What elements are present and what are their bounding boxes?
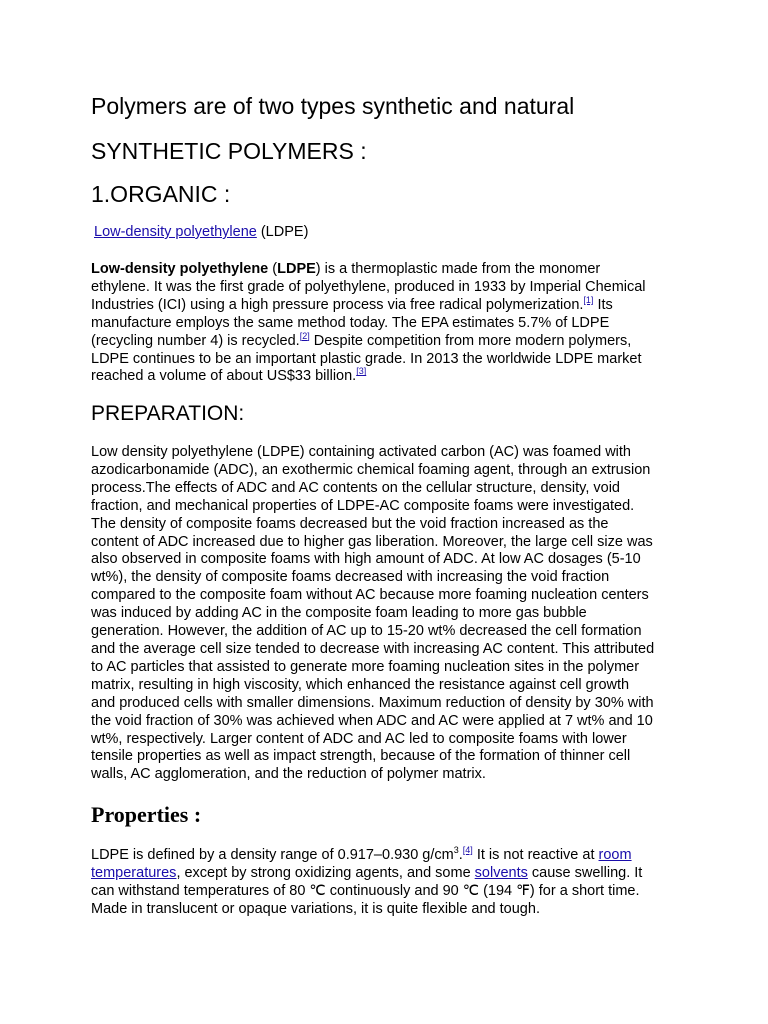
solvents-link[interactable]: solvents bbox=[474, 864, 528, 881]
preparation-line: The density of composite foams decreased but the void fraction increased as the bbox=[91, 515, 609, 532]
preparation-line: compared to the composite foam without AC because more foaming nucleation centers bbox=[91, 587, 649, 604]
ldpe-bold-abbr: LDPE bbox=[277, 261, 316, 277]
citation-link-2[interactable]: [2] bbox=[299, 330, 310, 341]
superscript-3: 3 bbox=[453, 845, 459, 855]
preparation-line: also observed in composite foams with high amount of ADC. At low AC dosages (5-10 bbox=[91, 551, 641, 568]
intro-paragraph bbox=[91, 261, 691, 386]
intro-text: ( bbox=[268, 261, 278, 277]
preparation-line: the void fraction of 30% was achieved when ADC and AC were applied at 7 wt% and 10 bbox=[91, 712, 653, 729]
properties-text: cause swelling. It bbox=[527, 864, 643, 881]
properties-line: can withstand temperatures of 80 ℃ continuously and 90 ℃ (194 ℉) for a short time. bbox=[91, 882, 640, 899]
citation-link-1[interactable]: [1] bbox=[583, 294, 594, 305]
ldpe-link-paragraph bbox=[94, 224, 694, 242]
preparation-line: content of ADC increased due to higher gas liberation. Moreover, the large cell size was bbox=[91, 533, 653, 550]
intro-line: ethylene. It was the first grade of polyethylene, produced in 1933 by Imperial Chemical bbox=[91, 278, 646, 295]
preparation-line: matrix, resulting in high viscosity, which enhanced the resistance against cell growth bbox=[91, 676, 630, 693]
preparation-line: fraction, and mechanical properties of LDPE-AC composite foams were investigated. bbox=[91, 497, 635, 514]
main-heading: Polymers are of two types synthetic and natural bbox=[91, 93, 575, 119]
preparation-line: azodicarbonamide (ADC), an exothermic chemical foaming agent, through an extrusion bbox=[91, 461, 651, 478]
intro-line: manufacture employs the same method today. The EPA estimates 5.7% of LDPE bbox=[91, 314, 610, 331]
preparation-line: walls, AC agglomeration, and the reduction of polymer matrix. bbox=[91, 766, 486, 783]
properties-heading: Properties : bbox=[91, 802, 202, 827]
citation-link-3[interactable]: [3] bbox=[356, 366, 367, 377]
preparation-heading: PREPARATION: bbox=[91, 402, 245, 425]
preparation-line: Low density polyethylene (LDPE) containing activated carbon (AC) was foamed with bbox=[91, 444, 631, 460]
organic-heading: 1.ORGANIC : bbox=[91, 181, 231, 207]
preparation-line: and the average cell size tended to decrease with increasing AC content. This attributed bbox=[91, 640, 655, 657]
room-temperature-link[interactable]: room bbox=[598, 847, 632, 863]
preparation-line: process.The effects of ADC and AC contents on the cellular structure, density, void bbox=[91, 479, 620, 496]
ldpe-link[interactable]: Low-density polyethylene bbox=[94, 224, 257, 240]
preparation-paragraph bbox=[91, 444, 691, 784]
citation-link-4[interactable]: [4] bbox=[462, 845, 473, 855]
intro-text: Industries (ICI) using a high pressure process via free radical polymerization. bbox=[91, 296, 584, 313]
preparation-line: was induced by adding AC in the composite foam leading to more gas bubble bbox=[91, 605, 587, 622]
preparation-line: tensile properties as well as impact strength, because of the formation of thinner cell bbox=[91, 748, 631, 765]
intro-line: LDPE continues to be an important plastic grade. In 2013 the worldwide LDPE market bbox=[91, 350, 642, 367]
ldpe-abbr-text: (LDPE) bbox=[256, 224, 309, 240]
properties-text: It is not reactive at bbox=[472, 847, 599, 863]
properties-text: LDPE is defined by a density range of 0.917–0.930 g/cm bbox=[91, 847, 454, 863]
ldpe-bold-name: Low-density polyethylene bbox=[91, 261, 269, 277]
properties-line: Made in translucent or opaque variations, it is quite flexible and tough. bbox=[91, 900, 540, 917]
room-temperature-link[interactable]: temperatures bbox=[91, 864, 177, 881]
intro-text: reached a volume of about US$33 billion. bbox=[91, 368, 357, 385]
properties-paragraph bbox=[91, 847, 691, 919]
preparation-line: generation. However, the addition of AC up to 15-20 wt% decreased the cell formation bbox=[91, 623, 642, 640]
properties-text: , except by strong oxidizing agents, and some bbox=[176, 864, 475, 881]
preparation-line: wt%, respectively. Larger content of ADC and AC led to composite foams with lower bbox=[91, 730, 627, 747]
intro-text: (recycling number 4) is recycled. bbox=[91, 332, 300, 349]
properties-text: . bbox=[458, 847, 463, 863]
synthetic-polymers-heading: SYNTHETIC POLYMERS : bbox=[91, 138, 367, 164]
intro-text: Despite competition from more modern polymers, bbox=[309, 332, 632, 349]
intro-text: ) is a thermoplastic made from the monomer bbox=[315, 261, 601, 277]
preparation-line: and produced cells with smaller dimensions. Maximum reduction of density by 30% with bbox=[91, 694, 654, 711]
preparation-line: wt%), the density of composite foams decreased with increasing the void fraction bbox=[91, 569, 610, 586]
intro-text: Its bbox=[593, 296, 613, 313]
preparation-line: to AC particles that assisted to generate more foaming nucleation sites in the polymer bbox=[91, 658, 640, 675]
